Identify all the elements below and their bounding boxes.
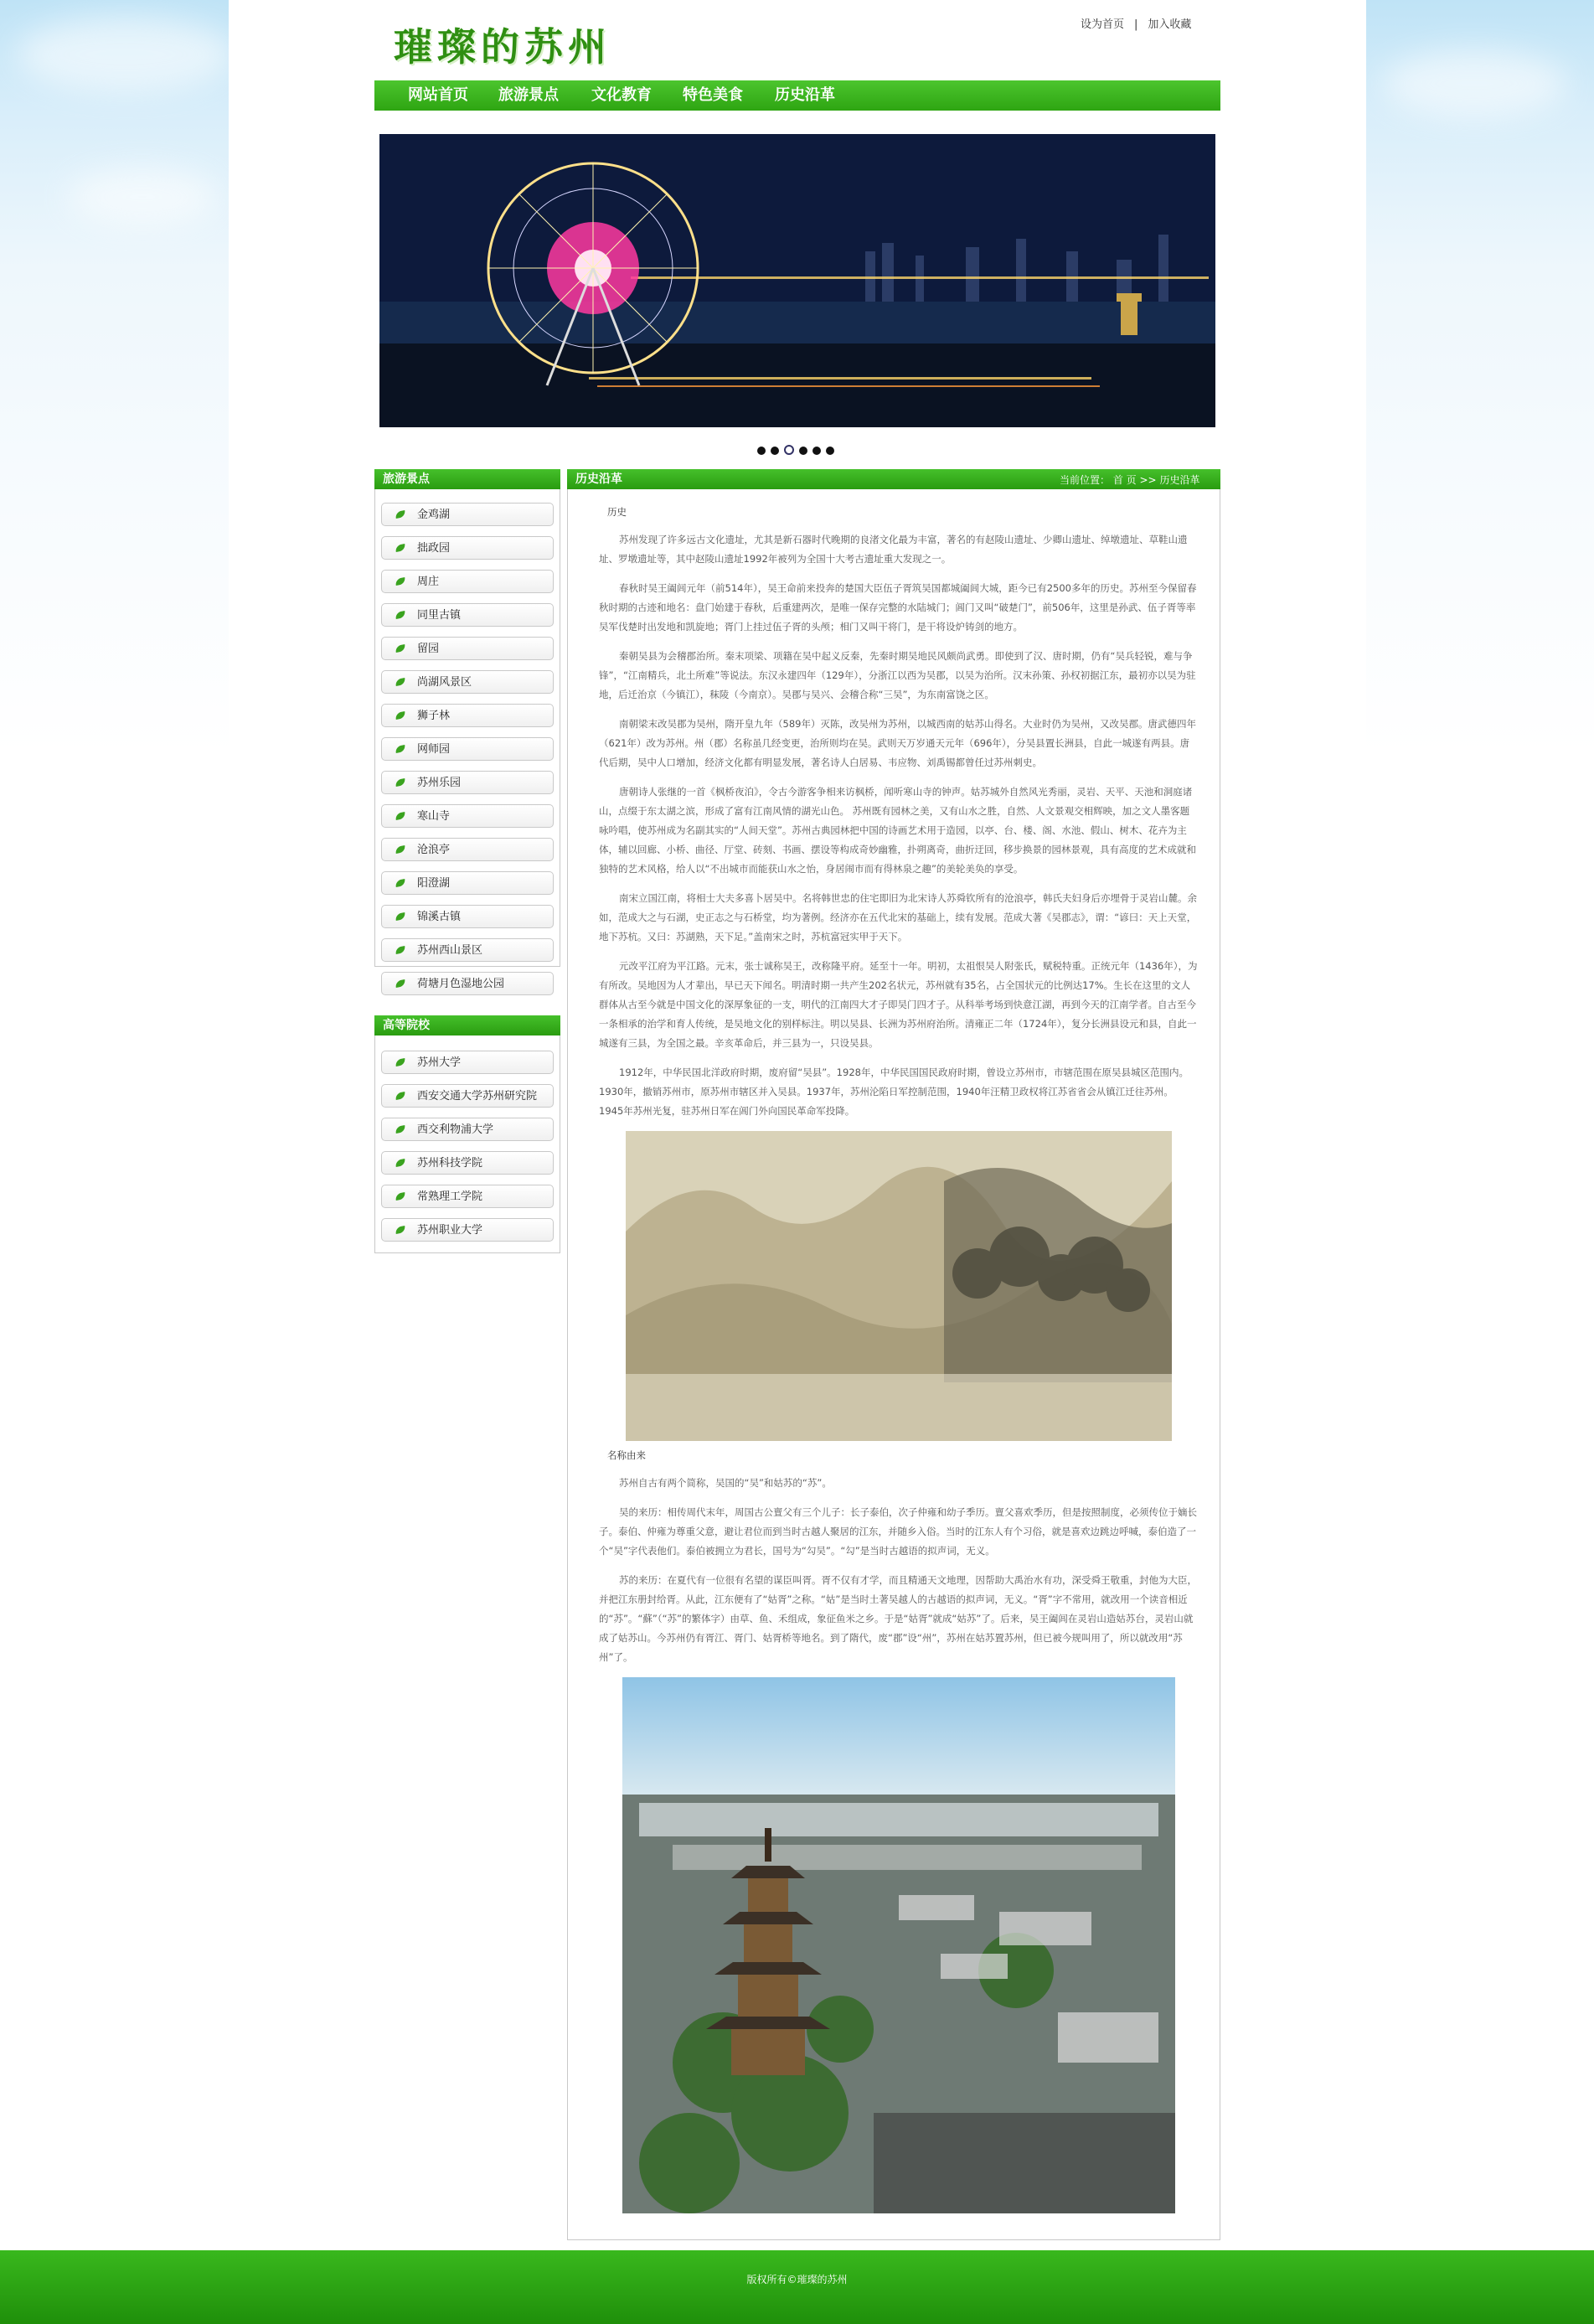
breadcrumb-separator: >> (1139, 474, 1157, 486)
leaf-icon (395, 678, 405, 686)
nav-item-scenic[interactable]: 旅游景点 (498, 86, 559, 104)
leaf-icon (395, 711, 405, 720)
leaf-icon (395, 1125, 405, 1134)
leaf-icon (395, 577, 405, 586)
leaf-icon (395, 745, 405, 753)
scenic-item-label: 同里古镇 (417, 609, 462, 622)
leaf-icon (395, 510, 405, 519)
section-heading-history: 历史 (607, 506, 627, 518)
leaf-icon (395, 845, 405, 854)
main-nav (374, 80, 1220, 111)
nav-item-history[interactable]: 历史沿革 (775, 86, 835, 104)
school-item-label: 苏州职业大学 (417, 1224, 483, 1237)
breadcrumb-home-link[interactable]: 首 页 (1112, 474, 1137, 486)
article-paragraph: 秦朝吴县为会稽郡治所。秦末项梁、项籍在吴中起义反秦，先秦时期吴地民风颇尚武勇。即使到了汉、唐时期，仍有“吴兵轻锐，难与争锋”，“江南精兵，北土所难”等说法。东汉永建四年（129年），分浙江以西为吴郡，以吴为治所。汉末孙策、孙权初据江东，最初亦以吴为驻地，后迁治京（今镇江），秣陵（今南京）。吴郡与吴兴、会稽合称“三吴”，为东南富饶之区。 (599, 650, 1196, 700)
banner-dot[interactable] (799, 447, 807, 455)
scenic-box-title: 旅游景点 (374, 469, 560, 489)
banner-image (379, 134, 1215, 427)
leaf-icon (395, 778, 405, 787)
leaf-icon (395, 544, 405, 552)
scenic-item-label: 荷塘月色湿地公园 (417, 978, 505, 990)
school-item[interactable] (381, 1051, 554, 1074)
banner-slideshow[interactable] (379, 134, 1215, 427)
school-item[interactable] (381, 1218, 554, 1242)
scenic-item[interactable] (381, 938, 554, 962)
scenic-item[interactable] (381, 536, 554, 560)
scenic-item-label: 寒山寺 (417, 810, 451, 823)
nav-item-home[interactable]: 网站首页 (408, 86, 468, 104)
scenic-item-label: 苏州乐园 (417, 777, 462, 789)
breadcrumb-prefix: 当前位置： (1060, 474, 1111, 486)
leaf-icon (395, 1159, 405, 1167)
scenic-item-label: 留园 (417, 643, 440, 655)
scenic-item-label: 沧浪亭 (417, 844, 451, 856)
nav-item-food[interactable]: 特色美食 (683, 86, 743, 104)
article-paragraph: 南朝梁末改吴郡为吴州，隋开皇九年（589年）灭陈，改吴州为苏州，以城西南的姑苏山得名。大业时仍为吴州，又改吴郡。唐武德四年（621年）改为苏州。州（郡）名称虽几经变更，治所则均在吴。武则天万岁通天元年（696年），分吴县置长洲县，自此一城遂有两县。唐代后期，吴中人口增加，经济文化都有明显发展，著名诗人白居易、韦应物、刘禹锡都曾任过苏州刺史。 (599, 718, 1196, 768)
leaf-icon (395, 812, 405, 820)
scenic-item[interactable] (381, 670, 554, 694)
leaf-icon (395, 979, 405, 988)
scenic-item[interactable] (381, 771, 554, 794)
scenic-item-label: 狮子林 (417, 710, 451, 722)
section-heading-name-origin: 名称由来 (607, 1449, 646, 1461)
article-paragraph: 吴的来历：相传周代末年，周国古公亶父有三个儿子：长子泰伯，次子仲雍和幼子季历。亶父喜欢季历，但是按照制度，必须传位于嫡长子。泰伯、仲雍为尊重父意，避让君位而到当时古越人聚居的江东，并随乡入俗。当时的江东人有个习俗，就是喜欢边跳边呼喊，泰伯造了一个“吴”字代表他们。泰伯被拥立为君长，国号为“勾吴”。“勾”是当时古越语的拟声词，无义。 (599, 1506, 1197, 1557)
school-item-label: 苏州科技学院 (417, 1157, 483, 1170)
article-paragraph: 苏的来历：在夏代有一位很有名望的谋臣叫胥。胥不仅有才学，而且精通天文地理，因帮助大禹治水有功，深受舜王敬重，封他为大臣，并把江东册封给胥。从此，江东便有了“姑胥”之称。“姑”是当时土著吴越人的古越语的拟声词，无义。“胥”字不常用，就改用一个读音相近的“苏”。“蘇”（“苏”的繁体字）由草、鱼、禾组成，象征鱼米之乡。于是“姑胥”就成“姑苏”了。后来，吴王阖闾在灵岩山造姑苏台，灵岩山就成了姑苏山。今苏州仍有胥江、胥门、姑胥桥等地名。到了隋代，废“郡”设“州”，苏州在姑苏置苏州，但已被今规叫用了，所以就改用“苏州”了。 (599, 1574, 1197, 1663)
scenic-item[interactable] (381, 838, 554, 861)
nav-item-culture[interactable]: 文化教育 (591, 86, 652, 104)
breadcrumb-current: 历史沿革 (1159, 474, 1200, 486)
top-links (1081, 15, 1191, 31)
scenic-item[interactable] (381, 704, 554, 727)
article-paragraph: 元改平江府为平江路。元末，张士诚称吴王，改称隆平府。延至十一年。明初，太祖恨吴人附张氏，赋税特重。正统元年（1436年），为有所改。吴地因为人才辈出，早已天下闻名。明清时期一共产生202名状元，苏州就有35名，占全国状元的比例达17%。生长在这里的文人群体从古至今就是中国文化的深厚象征的一支，明代的江南四大才子即吴门四才子。从科举考场到快意江湖，再到今天的江南学者。自古至今一条相承的治学和育人传统，是吴地文化的别样标注。明以吴县、长洲为苏州府治所。清雍正二年（1724年），复分长洲县设元和县，自此一城遂有三县，为全国之最。辛亥革命后，并三县为一，只设吴县。 (599, 960, 1198, 1049)
leaf-icon (395, 1226, 405, 1234)
banner-dot[interactable] (812, 447, 821, 455)
banner-dot[interactable] (757, 447, 766, 455)
school-item[interactable] (381, 1118, 554, 1141)
aerial-city-photo (622, 1677, 1175, 2213)
school-item-label: 苏州大学 (417, 1056, 462, 1069)
scenic-item[interactable] (381, 905, 554, 928)
name-origin-paragraphs (599, 1474, 1198, 1667)
schools-box-title: 高等院校 (374, 1015, 560, 1035)
scenic-item-label: 阳澄湖 (417, 877, 451, 890)
article (599, 503, 1198, 2213)
leaf-icon (395, 1192, 405, 1201)
history-paragraphs (599, 530, 1198, 1121)
banner-dot[interactable] (771, 447, 779, 455)
scenic-item-label: 周庄 (417, 576, 440, 588)
school-item[interactable] (381, 1151, 554, 1175)
banner-dot-active[interactable] (784, 445, 794, 455)
leaf-icon (395, 879, 405, 887)
article-paragraph: 苏州发现了许多远古文化遗址，尤其是新石器时代晚期的良渚文化最为丰富，著名的有赵陵山遗址、少卿山遗址、绰墩遗址、草鞋山遗址、罗墩遗址等，其中赵陵山遗址1992年被列为全国十大考古遗址重大发现之一。 (599, 534, 1188, 565)
leaf-icon (395, 1092, 405, 1100)
leaf-icon (395, 644, 405, 653)
banner-dot[interactable] (826, 447, 834, 455)
top-link-separator: | (1134, 18, 1138, 31)
site-logo[interactable]: 璀璨的苏州 (394, 24, 611, 70)
scenic-item[interactable] (381, 570, 554, 593)
scenic-item[interactable] (381, 737, 554, 761)
add-favorite-link[interactable]: 加入收藏 (1148, 18, 1192, 31)
article-paragraph: 春秋时吴王阖闾元年（前514年），吴王命前来投奔的楚国大臣伍子胥筑吴国都城阖闾大城，距今已有2500多年的历史。苏州至今保留春秋时期的古迹和地名：盘门始建于春秋，后重建两次，是唯一保存完整的水陆城门；阊门又叫“破楚门”，前506年，这里是孙武、伍子胥等率吴军伐楚时出发地和凯旋地；胥门上挂过伍子胥的头颅；相门又叫干将门，是干将设炉铸剑的地方。 (599, 582, 1197, 633)
article-paragraph: 唐朝诗人张继的一首《枫桥夜泊》，令古今游客争相来访枫桥，闻听寒山寺的钟声。姑苏城外自然风光秀丽，灵岩、天平、天池和洞庭诸山，点缀于东太湖之滨，形成了富有江南风情的湖光山色。 苏州既有园林之美，又有山水之胜，自然、人文景观交相辉映，加之文人墨客题咏吟唱，使苏州成为名副其实的“人间天堂”。苏州古典园林把中国的诗画艺术用于造园，以亭、台、楼、阁、水池、假山、树木、花卉为主体，辅以回廊、小桥、曲径、厅堂、砖刻、书画、摆设等构成奇妙幽雅，扑朔离奇，曲折迂回，移步换景的园林景观，具有高度的艺术成就和独特的艺术风格，给人以“不出城市而能获山水之怡，身居闹市而有得林泉之趣”的美轮美奂的享受。 (599, 786, 1196, 875)
scenic-item[interactable] (381, 603, 554, 627)
article-paragraph: 1912年，中华民国北洋政府时期，废府留“吴县”。1928年，中华民国国民政府时期，曾设立苏州市，市辖范围在原吴县城区范围内。1930年，撤销苏州市，原苏州市辖区并入吴县。1937年，苏州沦陷日军控制范围，1940年汪精卫政权将江苏省省会从镇江迁往苏州。1945年苏州光复，驻苏州日军在阊门外向国民革命军投降。 (599, 1066, 1189, 1117)
scenic-item-label: 拙政园 (417, 542, 451, 555)
scenic-item-label: 苏州西山景区 (417, 944, 483, 957)
school-item-label: 常熟理工学院 (417, 1190, 483, 1203)
footer-copyright: 版权所有©璀璨的苏州 (746, 2274, 848, 2285)
article-paragraph: 苏州自古有两个简称，吴国的“吴”和姑苏的“苏”。 (619, 1477, 832, 1489)
school-item-label: 西安交通大学苏州研究院 (417, 1090, 538, 1103)
breadcrumb (1060, 472, 1199, 488)
landscape-painting-image (626, 1131, 1172, 1441)
set-homepage-link[interactable]: 设为首页 (1081, 18, 1125, 31)
leaf-icon (395, 912, 405, 921)
scenic-item-label: 尚湖风景区 (417, 676, 472, 689)
scenic-item-label: 金鸡湖 (417, 509, 451, 521)
scenic-item-label: 锦溪古镇 (417, 911, 462, 923)
scenic-item[interactable] (381, 804, 554, 828)
school-item[interactable] (381, 1185, 554, 1208)
school-item[interactable] (381, 1084, 554, 1108)
school-item-label: 西交利物浦大学 (417, 1123, 494, 1136)
scenic-item-label: 网师园 (417, 743, 451, 756)
banner-dots (757, 442, 839, 458)
leaf-icon (395, 1058, 405, 1066)
scenic-item[interactable] (381, 637, 554, 660)
scenic-item[interactable] (381, 503, 554, 526)
content-title: 历史沿革 (567, 469, 1220, 489)
footer (0, 2250, 1594, 2324)
leaf-icon (395, 611, 405, 619)
article-paragraph: 南宋立国江南，将相士大夫多喜卜居吴中。名将韩世忠的住宅即旧为北宋诗人苏舜钦所有的沧浪亭，韩氏夫妇身后亦埋骨于灵岩山麓。余如，范成大之与石湖，史正志之与石桥堂，均为著例。经济亦在五代北宋的基础上，续有发展。范成大著《吴郡志》，谓：“谚曰：天上天堂，地下苏杭。又曰：苏湖熟，天下足。”盖南宋之时，苏杭富冠实甲于天下。 (599, 892, 1197, 943)
scenic-item[interactable] (381, 871, 554, 895)
leaf-icon (395, 946, 405, 954)
scenic-item[interactable] (381, 972, 554, 995)
